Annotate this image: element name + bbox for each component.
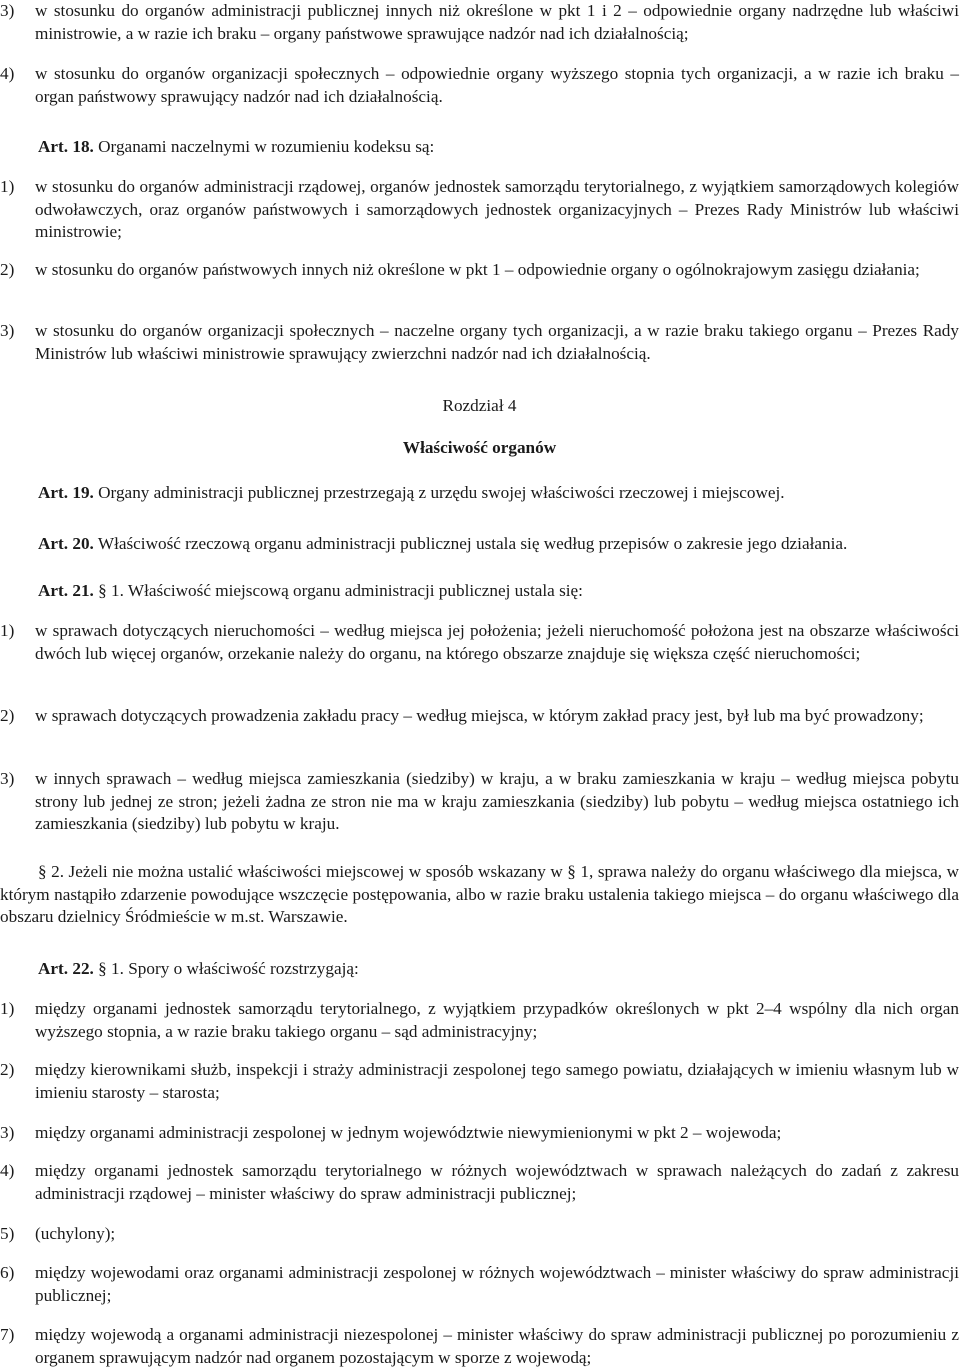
- item-text: między organami jednostek samorządu terytorialnego w różnych województwach w sprawach należących do zadań z zakresu administracji rządowej – minister właściwy do spraw administracji publicznej;: [35, 1161, 959, 1203]
- item-text: w stosunku do organów administracji publicznej innych niż określone w pkt 1 i 2 – odpowiednie organy nadrzędne lub właściwi ministrowie, a w razie ich braku – organy państwowe sprawujące nadzór nad ich działalnością;: [35, 1, 959, 43]
- chapter-title: Właściwość organów: [402, 438, 557, 457]
- article-19: [0, 482, 959, 505]
- item-number: 3): [0, 321, 15, 340]
- item-number: 6): [0, 1263, 15, 1282]
- list-item: [0, 1262, 959, 1307]
- item-number: 3): [0, 769, 15, 788]
- article-text: § 1. Spory o właściwość rozstrzygają:: [98, 959, 359, 978]
- item-text: w stosunku do organów organizacji społecznych – naczelne organy tych organizacji, a w razie braku takiego organu – Prezes Rady Ministrów lub właściwi ministrowie sprawujący zwierzchni nadzór nad ich działalnością.: [35, 321, 959, 363]
- item-number: 1): [0, 177, 15, 196]
- item-text: w sprawach dotyczących prowadzenia zakładu pracy – według miejsca, w którym zakład pracy jest, był lub ma być prowadzony;: [35, 706, 924, 725]
- article-heading: Art. 22.: [38, 959, 94, 978]
- item-number: 1): [0, 999, 15, 1018]
- article-heading: Art. 18.: [38, 137, 94, 156]
- list-item: [0, 0, 959, 45]
- list-item: [0, 620, 959, 665]
- item-text: (uchylony);: [35, 1224, 116, 1243]
- paragraph-number: § 1.: [98, 581, 124, 600]
- item-number: 2): [0, 1060, 15, 1079]
- article-heading: Art. 19.: [38, 483, 94, 502]
- article-text: Organami naczelnymi w rozumieniu kodeksu są:: [98, 137, 435, 156]
- item-number: 7): [0, 1325, 15, 1344]
- item-text: między kierownikami służb, inspekcji i straży administracji zespolonej tego samego powiatu, działających w imieniu własnym lub w imieniu starosty – starosta;: [35, 1060, 959, 1102]
- list-item: [0, 1324, 959, 1369]
- item-number: 3): [0, 1123, 15, 1142]
- item-text: w stosunku do organów organizacji społecznych – odpowiednie organy wyższego stopnia tych organizacji, a w razie ich braku – organ państwowy sprawujący nadzór nad ich działalnością.: [35, 64, 959, 106]
- item-number: 3): [0, 1, 15, 20]
- article-heading: Art. 20.: [38, 534, 94, 553]
- item-text: w innych sprawach – według miejsca zamieszkania (siedziby) w kraju, a w braku zamieszkania w kraju – według miejsca pobytu strony lub jednej ze stron; jeżeli żadna ze stron nie ma w kraju zamieszkania (siedziby) lub pobytu – według miejsca ostatniego ich zamieszkania (siedziby) lub pobytu w kraju.: [35, 769, 959, 833]
- article-21-para2: § 2. Jeżeli nie można ustalić właściwości miejscowej w sposób wskazany w § 1, sprawa należy do organu właściwego dla miejsca, w którym nastąpiło zdarzenie powodujące wszczęcie postępowania, albo w razie braku ustalenia takiego miejsca – do organu właściwego dla obszaru dzielnicy Śródmieście w m.st. Warszawie.: [0, 862, 959, 926]
- list-item: [0, 705, 959, 728]
- item-number: 2): [0, 260, 15, 279]
- article-20: [0, 533, 959, 556]
- item-text: między organami administracji zespolonej w jednym województwie niewymienionymi w pkt 2 – wojewoda;: [35, 1123, 782, 1142]
- chapter-label: Rozdział 4: [442, 396, 517, 415]
- item-text: między wojewodą a organami administracji niezespolonej – minister właściwy do spraw administracji publicznej po porozumieniu z organem sprawującym nadzór nad organem pozostającym w sporze z wojewodą;: [35, 1325, 959, 1367]
- list-item: [0, 1223, 959, 1246]
- item-number: 4): [0, 1161, 15, 1180]
- list-item: [0, 63, 959, 108]
- item-text: w stosunku do organów administracji rządowej, organów jednostek samorządu terytorialnego, z wyjątkiem samorządowych kolegiów odwoławczych, oraz organów państwowych i samorządowych jednostek organizacyjnych – Prezes Rady Ministrów lub właściwi ministrowie;: [35, 177, 959, 241]
- item-text: w sprawach dotyczących nieruchomości – według miejsca jej położenia; jeżeli nieruchomość położona jest na obszarze właściwości dwóch lub więcej organów, orzekanie należy do organu, na którego obszarze znajduje się większa część nieruchomości;: [35, 621, 959, 663]
- list-item: [0, 1122, 959, 1145]
- list-item: [0, 1059, 959, 1104]
- list-item: [0, 259, 959, 282]
- list-item: [0, 320, 959, 365]
- item-text: między organami jednostek samorządu terytorialnego, z wyjątkiem przypadków określonych w pkt 2–4 wspólny dla nich organ wyższego stopnia, a w razie braku takiego organu – sąd administracyjny;: [35, 999, 959, 1041]
- article-text: Właściwość miejscową organu administracji publicznej ustala się:: [127, 581, 583, 600]
- item-number: 4): [0, 64, 15, 83]
- item-number: 1): [0, 621, 15, 640]
- item-number: 2): [0, 706, 15, 725]
- article-21-intro: [0, 580, 959, 603]
- list-item: [0, 1160, 959, 1205]
- item-text: w stosunku do organów państwowych innych niż określone w pkt 1 – odpowiednie organy o ogólnokrajowym zasięgu działania;: [35, 260, 920, 279]
- article-22-intro: [0, 958, 959, 981]
- item-number: 5): [0, 1224, 15, 1243]
- article-text: Właściwość rzeczową organu administracji publicznej ustala się według przepisów o zakresie jego działania.: [97, 534, 848, 553]
- article-18-intro: [0, 136, 959, 159]
- list-item: [0, 768, 959, 836]
- article-heading: Art. 21.: [38, 581, 94, 600]
- item-text: między wojewodami oraz organami administracji zespolonej w różnych województwach – minister właściwy do spraw administracji publicznej;: [35, 1263, 959, 1305]
- list-item: [0, 998, 959, 1043]
- article-text: Organy administracji publicznej przestrzegają z urzędu swojej właściwości rzeczowej i miejscowej.: [98, 483, 785, 502]
- list-item: [0, 176, 959, 244]
